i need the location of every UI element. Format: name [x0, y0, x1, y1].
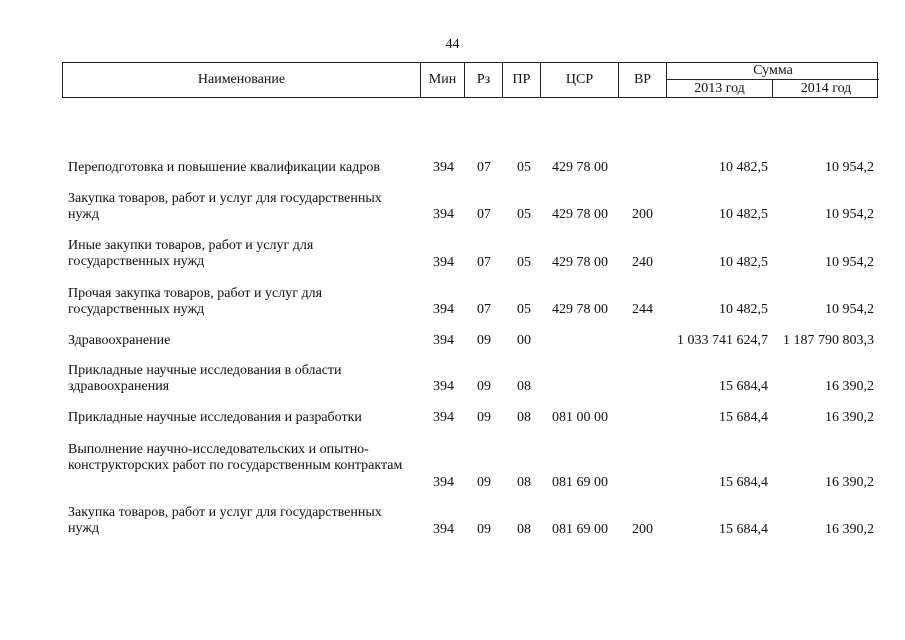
row-name: Выполнение научно-исследовательских и опытно-конструкторских работ по государственным контрактам	[68, 442, 403, 473]
row-pr: 05	[517, 255, 531, 270]
header-year-2014: 2014 год	[800, 80, 852, 96]
row-csr: 081 69 00	[552, 475, 608, 490]
header-sum: Сумма	[667, 63, 879, 80]
row-vr: 200	[632, 522, 653, 537]
row-sum-2014: 16 390,2	[825, 410, 874, 425]
row-min: 394	[433, 410, 454, 425]
row-rz: 07	[477, 255, 491, 270]
table-header	[62, 62, 878, 98]
header-min: Мин	[421, 63, 465, 97]
row-csr: 429 78 00	[552, 207, 608, 222]
row-pr: 05	[517, 302, 531, 317]
row-sum-2013: 10 482,5	[719, 207, 768, 222]
row-min: 394	[433, 255, 454, 270]
header-rz: Рз	[465, 63, 503, 97]
row-name: Переподготовка и повышение квалификации кадров	[68, 160, 380, 175]
row-sum-2013: 15 684,4	[719, 475, 768, 490]
row-min: 394	[433, 522, 454, 537]
row-vr: 244	[632, 302, 653, 317]
header-year-2013: 2013 год	[667, 80, 773, 97]
row-min: 394	[433, 379, 454, 394]
row-sum-2014: 10 954,2	[825, 160, 874, 175]
row-csr: 429 78 00	[552, 255, 608, 270]
row-name: Здравоохранение	[68, 333, 171, 348]
row-sum-2014: 16 390,2	[825, 475, 874, 490]
row-sum-2013: 15 684,4	[719, 522, 768, 537]
row-sum-2014: 10 954,2	[825, 302, 874, 317]
header-vr: ВР	[619, 63, 667, 97]
row-name: Прочая закупка товаров, работ и услуг для государственных нужд	[68, 286, 323, 317]
row-min: 394	[433, 207, 454, 222]
header-csr: ЦСР	[541, 63, 619, 97]
row-min: 394	[433, 160, 454, 175]
row-rz: 09	[477, 379, 491, 394]
row-sum-2013: 15 684,4	[719, 410, 768, 425]
row-sum-2014: 1 187 790 803,3	[783, 333, 874, 348]
row-pr: 05	[517, 207, 531, 222]
row-pr: 08	[517, 522, 531, 537]
page-number: 44	[445, 37, 460, 52]
row-csr: 429 78 00	[552, 160, 608, 175]
row-sum-2014: 10 954,2	[825, 207, 874, 222]
row-rz: 09	[477, 333, 491, 348]
header-sum-group	[667, 63, 879, 97]
row-name: Закупка товаров, работ и услуг для государственных нужд	[68, 191, 382, 222]
row-vr: 240	[632, 255, 653, 270]
row-sum-2013: 10 482,5	[719, 302, 768, 317]
row-pr: 00	[517, 333, 531, 348]
header-name: Наименование	[63, 63, 421, 97]
row-csr: 429 78 00	[552, 302, 608, 317]
row-name: Прикладные научные исследования и разработки	[68, 410, 362, 425]
row-csr: 081 00 00	[552, 410, 608, 425]
row-sum-2013: 10 482,5	[719, 160, 768, 175]
row-name: Прикладные научные исследования в области здравоохранения	[68, 363, 342, 394]
row-rz: 07	[477, 302, 491, 317]
row-pr: 08	[517, 410, 531, 425]
row-vr: 200	[632, 207, 653, 222]
header-pr: ПР	[503, 63, 541, 97]
row-sum-2014: 16 390,2	[825, 522, 874, 537]
row-name: Иные закупки товаров, работ и услуг для государственных нужд	[68, 238, 314, 269]
row-rz: 09	[477, 475, 491, 490]
row-sum-2014: 16 390,2	[825, 379, 874, 394]
row-min: 394	[433, 333, 454, 348]
row-sum-2013: 15 684,4	[719, 379, 768, 394]
row-sum-2013: 1 033 741 624,7	[677, 333, 768, 348]
row-rz: 09	[477, 410, 491, 425]
row-sum-2014: 10 954,2	[825, 255, 874, 270]
row-min: 394	[433, 475, 454, 490]
row-pr: 08	[517, 475, 531, 490]
row-sum-2013: 10 482,5	[719, 255, 768, 270]
row-rz: 09	[477, 522, 491, 537]
row-min: 394	[433, 302, 454, 317]
row-rz: 07	[477, 160, 491, 175]
row-rz: 07	[477, 207, 491, 222]
row-pr: 05	[517, 160, 531, 175]
row-name: Закупка товаров, работ и услуг для государственных нужд	[68, 505, 382, 536]
row-pr: 08	[517, 379, 531, 394]
row-csr: 081 69 00	[552, 522, 608, 537]
